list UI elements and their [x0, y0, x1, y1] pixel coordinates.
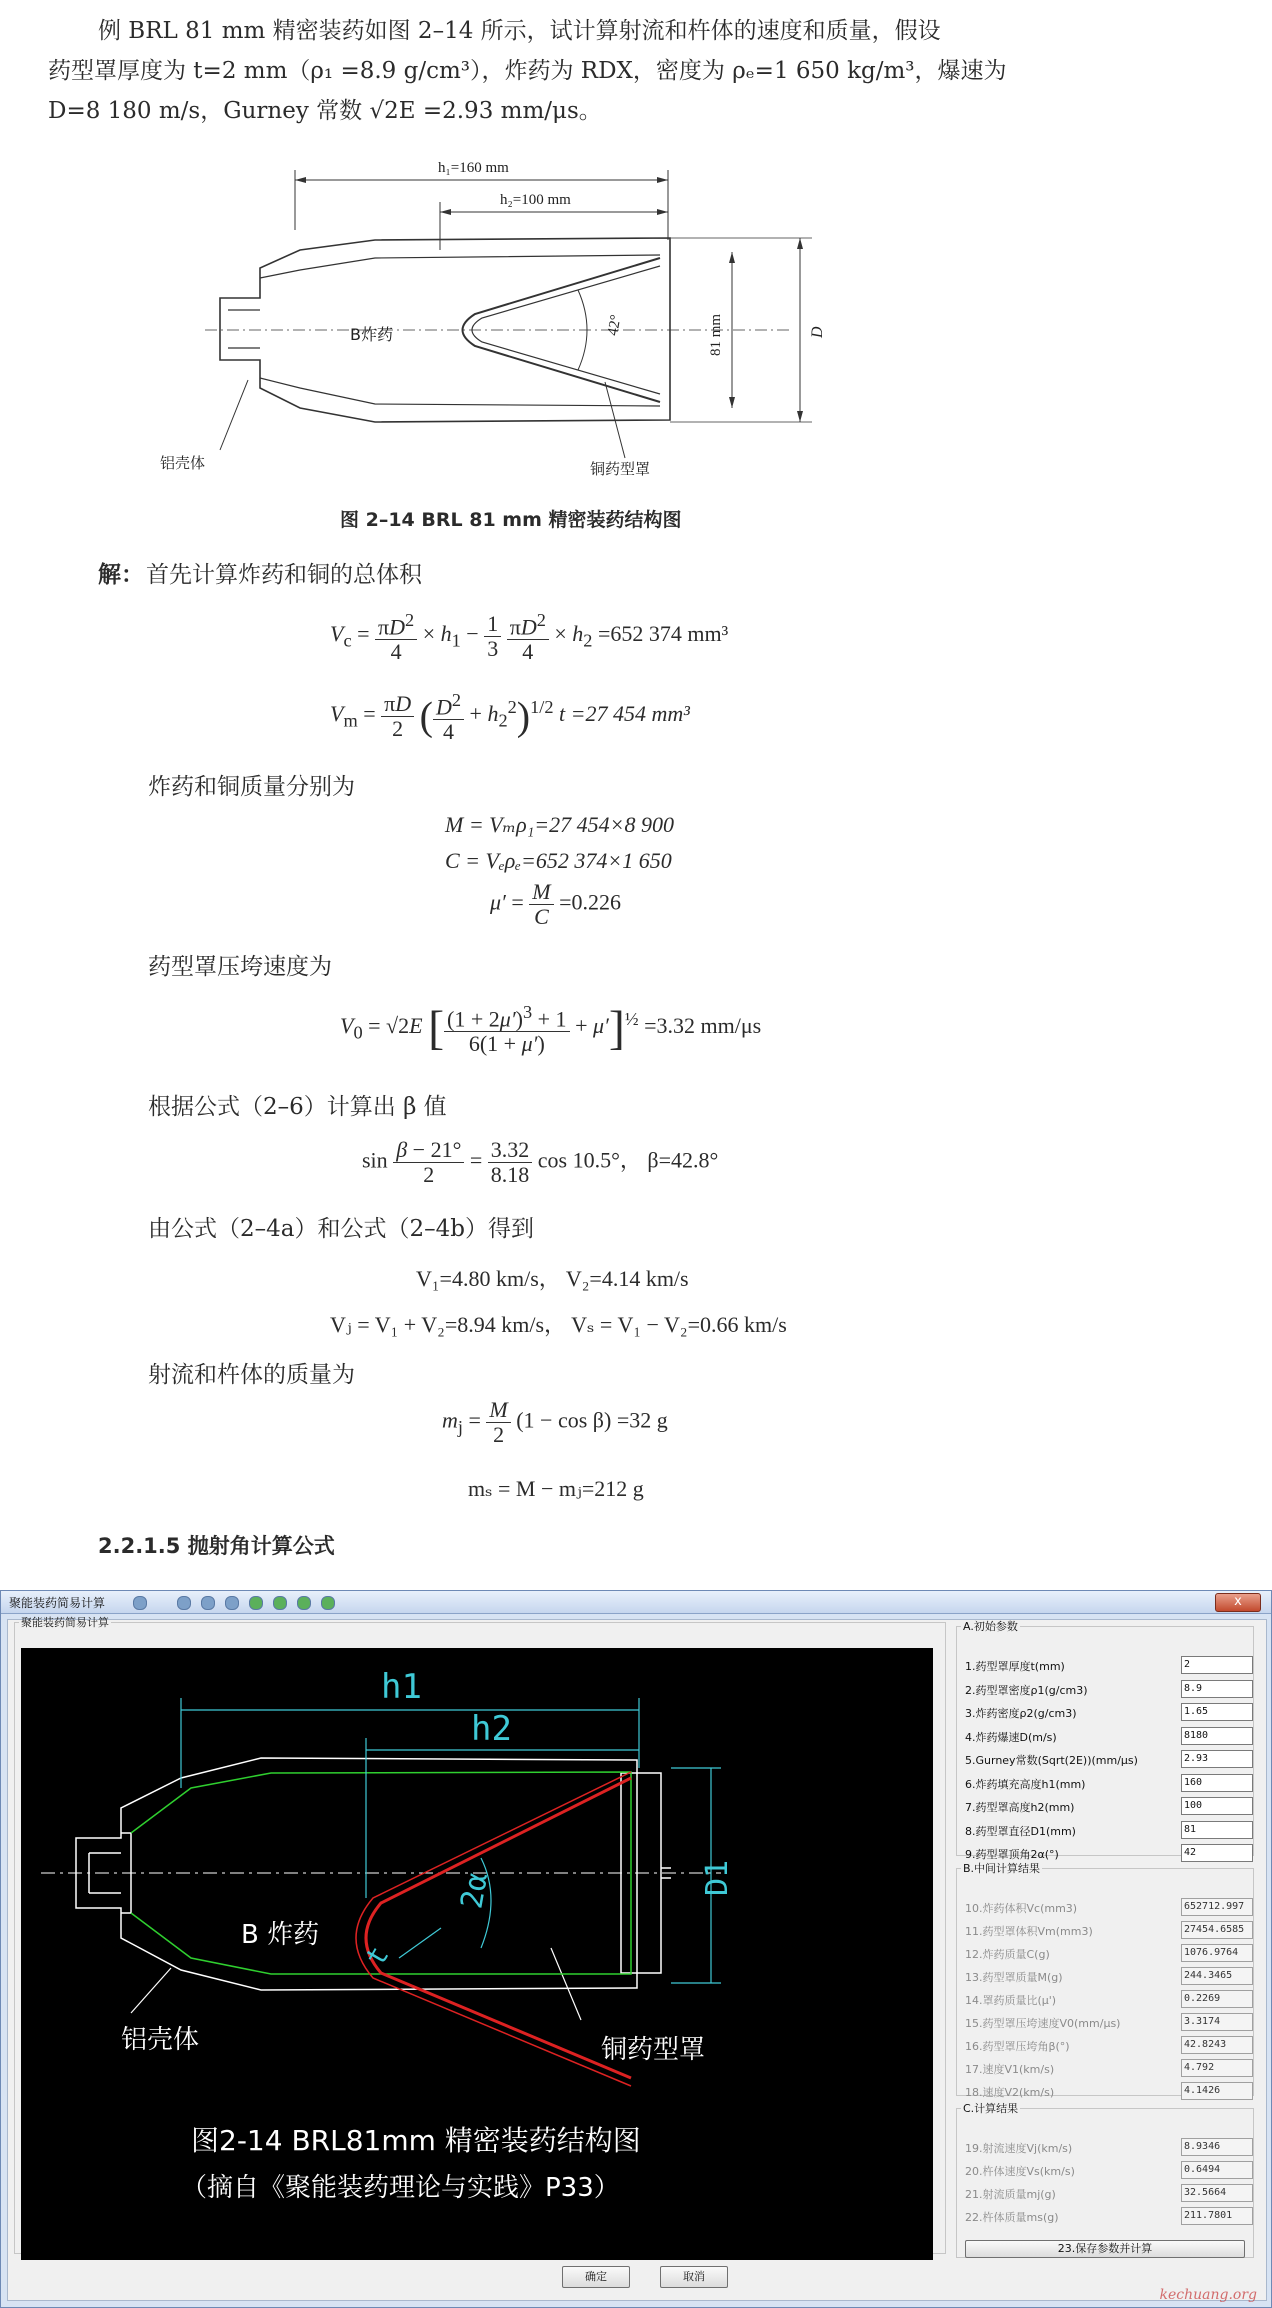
dialog-title: 聚能装药简易计算 [9, 1596, 106, 1610]
param-value-field[interactable]: 8180 [1181, 1727, 1253, 1745]
param-label: 20.杵体速度Vs(km/s) [965, 2165, 1075, 2178]
solution-intro: 首先计算炸药和铜的总体积 [146, 562, 422, 588]
toolbar-icon[interactable] [177, 1596, 191, 1610]
draw-t: t [358, 1940, 396, 1972]
param-value-field: 244.3465 [1181, 1967, 1253, 1985]
formula-M: M = Vₘρ₁=27 454×8 900 [445, 812, 675, 837]
param-value-field: 42.8243 [1181, 2036, 1253, 2054]
formula-mu: μ′ = $\frac{M}{C}$ =0.226 [490, 879, 622, 929]
toolbar-icon[interactable] [133, 1596, 147, 1610]
param-label: 6.炸药填充高度h1(mm) [965, 1777, 1086, 1791]
param-label: 4.炸药爆速D(m/s) [965, 1730, 1057, 1744]
example-line-3: D=8 180 m/s，Gurney 常数 √2E =2.93 mm/μs。 [48, 98, 602, 124]
formula-C: C = Vₑρₑ=652 374×1 650 [445, 848, 672, 873]
param-value-field: 0.2269 [1181, 1990, 1253, 2008]
label-liner: 铜药型罩 [590, 460, 651, 478]
section-heading: 2.2.1.5 抛射角计算公式 [98, 1534, 335, 1558]
group-final-results [956, 2100, 1254, 2258]
param-value-field: 8.9346 [1181, 2138, 1253, 2156]
vc-result: =652 374 mm³ [597, 621, 729, 647]
formula-vc: $V_c$ = $\frac{\pi D^2}{4}$ × $h_1$ − $\frac{1}{3}$ $\frac{\pi D^2}{4}$ × $h_2 =652$ 374 mm³ [330, 610, 729, 665]
draw-caption-1: 图2-14 BRL81mm 精密装药结构图 [191, 2124, 641, 2157]
calculator-dialog [0, 1590, 1272, 2308]
param-label: 13.药型罩质量M(g) [965, 1971, 1063, 1984]
drawing-panel [14, 1614, 946, 2254]
example-line-2: 药型罩厚度为 t=2 mm（ρ₁ =8.9 g/cm³），炸药为 RDX，密度为 ρₑ=1 650 kg/m³，爆速为 [48, 58, 1007, 84]
label-shell: 铝壳体 [160, 454, 206, 472]
toolbar-icon[interactable] [321, 1596, 335, 1610]
param-label: 3.炸药密度ρ2(g/cm3) [965, 1707, 1077, 1720]
group-a-title: A.初始参数 [963, 1620, 1018, 1633]
toolbar-icon[interactable] [225, 1596, 239, 1610]
param-label: 18.速度V2(km/s) [965, 2086, 1055, 2099]
param-value-field: 0.6494 [1181, 2161, 1253, 2179]
toolbar-icon[interactable] [273, 1596, 287, 1610]
solution-label: 解： [98, 562, 144, 588]
cad-drawing [21, 1648, 933, 2260]
param-value-field[interactable]: 81 [1181, 1821, 1253, 1839]
mu-result: =0.226 [559, 889, 622, 915]
dim-angle: 42° [605, 313, 625, 337]
param-label: 22.杵体质量ms(g) [965, 2211, 1059, 2224]
formula-vm: $V_m$ = $\frac{\pi D}{2}$ ( $\frac{D^2}{4}$ + $h_2^2)^{1/2}$ t =27 454 mm³ [330, 690, 690, 745]
param-label: 7.药型罩高度h2(mm) [965, 1801, 1075, 1814]
mass-intro: 炸药和铜质量分别为 [148, 774, 355, 800]
dialog-titlebar[interactable] [1, 1591, 1271, 1614]
charge-structure-figure [160, 150, 920, 490]
formula-mj: $m_j$ = $\frac{M}{2}$ (1 − cos β) =32 g [442, 1397, 668, 1447]
param-value-field: 3.3174 [1181, 2013, 1253, 2031]
figure-caption: 图 2–14 BRL 81 mm 精密装药结构图 [340, 509, 682, 531]
dialog-body [7, 1616, 1267, 2301]
watermark: kechuang.org [1159, 2287, 1257, 2303]
dim-h1: h₁=160 mm [438, 160, 509, 176]
param-label: 16.药型罩压垮角β(°) [965, 2040, 1070, 2053]
param-value-field: 1076.9764 [1181, 1944, 1253, 1962]
example-line-1: 例 BRL 81 mm 精密装药如图 2–14 所示，试计算射流和杵体的速度和质量，假设 [98, 18, 941, 44]
param-label: 14.罩药质量比(μ') [965, 1994, 1057, 2007]
group-initial-params [956, 1618, 1254, 1861]
param-label: 11.药型罩体积Vm(mm3) [965, 1925, 1093, 1938]
param-label: 2.药型罩密度ρ1(g/cm3) [965, 1683, 1088, 1697]
beta-result: cos 10.5°， β=42.8° [537, 1147, 719, 1173]
close-button[interactable]: x [1215, 1593, 1261, 1612]
param-value-field[interactable]: 2.93 [1181, 1750, 1253, 1768]
dim-D: D [809, 326, 826, 338]
param-value-field[interactable]: 8.9 [1181, 1680, 1253, 1698]
param-value-field[interactable]: 42 [1181, 1844, 1253, 1862]
panel-title: 聚能装药简易计算 [21, 1616, 109, 1629]
formula-ms: mₛ = M − mⱼ=212 g [468, 1476, 644, 1501]
param-label: 12.炸药质量C(g) [965, 1948, 1050, 1961]
cancel-button[interactable]: 取消 [660, 2266, 728, 2288]
param-label: 17.速度V1(km/s) [965, 2063, 1055, 2076]
param-label: 5.Gurney常数(Sqrt(2E))(mm/μs) [965, 1754, 1138, 1767]
v0-intro: 药型罩压垮速度为 [148, 954, 332, 980]
param-value-field: 27454.6585 [1181, 1921, 1253, 1939]
param-label: 9.药型罩顶角2α(°) [965, 1848, 1059, 1861]
draw-D1: D1 [700, 1859, 735, 1896]
param-label: 1.药型罩厚度t(mm) [965, 1660, 1065, 1673]
draw-explosive: B 炸药 [241, 1920, 320, 1950]
mass2-intro: 射流和杵体的质量为 [148, 1362, 355, 1388]
toolbar-icon[interactable] [201, 1596, 215, 1610]
toolbar-icon[interactable] [297, 1596, 311, 1610]
draw-h2: h2 [471, 1709, 512, 1749]
formula-vjs: Vⱼ = V₁ + V₂=8.94 km/s， Vₛ = V₁ − V₂=0.66 km/s [330, 1312, 787, 1337]
velocity-intro: 由公式（2–4a）和公式（2–4b）得到 [148, 1216, 534, 1242]
param-value-field: 4.792 [1181, 2059, 1253, 2077]
v0-result: =3.32 mm/μs [644, 1013, 762, 1039]
param-value-field: 32.5664 [1181, 2184, 1253, 2202]
mj-result: (1 − cos β) =32 g [516, 1407, 668, 1433]
label-explosive: B炸药 [350, 325, 393, 344]
draw-shell: 铝壳体 [121, 2025, 200, 2055]
param-label: 21.射流质量mj(g) [965, 2188, 1056, 2201]
dim-h2: h₂=100 mm [500, 192, 571, 208]
formula-beta: sin $\frac{\beta - 21^\circ}{2}$ = $\frac{3.32}{8.18}$ cos 10.5°， β=42.8° [362, 1137, 719, 1187]
draw-caption-2: （摘自《聚能装药理论与实践》P33） [181, 2173, 620, 2203]
param-value-field[interactable]: 160 [1181, 1774, 1253, 1792]
formula-v0: $V_0 = √2E$ [ $\frac{(1 + 2\mu')^3 + 1}{6(1 + \mu')}$ + μ′]$^{\frac{1}{2}}$ =3.32 mm/μs [340, 1001, 762, 1057]
param-label: 15.药型罩压垮速度V0(mm/μs) [965, 2017, 1121, 2030]
draw-alpha: 2α [454, 1869, 496, 1912]
group-b-title: B.中间计算结果 [963, 1862, 1041, 1875]
draw-h1: h1 [381, 1667, 422, 1707]
save-and-calculate-button[interactable]: 23.保存参数并计算 [965, 2240, 1245, 2258]
param-value-field[interactable]: 100 [1181, 1797, 1253, 1815]
group-c-title: C.计算结果 [963, 2102, 1019, 2115]
param-label: 8.药型罩直径D1(mm) [965, 1824, 1076, 1838]
formula-v12: V₁=4.80 km/s， V₂=4.14 km/s [416, 1266, 689, 1291]
param-value-field: 652712.997 [1181, 1898, 1253, 1916]
param-value-field: 211.7801 [1181, 2207, 1253, 2225]
param-value-field[interactable]: 2 [1181, 1656, 1253, 1674]
draw-liner: 铜药型罩 [601, 2035, 706, 2065]
param-label: 10.炸药体积Vc(mm3) [965, 1902, 1078, 1915]
group-intermediate-results [956, 1860, 1254, 2099]
ok-button[interactable]: 确定 [562, 2266, 630, 2288]
vm-result: t =27 454 mm³ [559, 701, 690, 727]
param-value-field: 4.1426 [1181, 2082, 1253, 2100]
toolbar-icon[interactable] [249, 1596, 263, 1610]
param-value-field[interactable]: 1.65 [1181, 1703, 1253, 1721]
param-label: 19.射流速度Vj(km/s) [965, 2142, 1073, 2155]
dim-diameter: 81 mm [708, 313, 724, 356]
beta-intro: 根据公式（2–6）计算出 β 值 [148, 1094, 447, 1120]
